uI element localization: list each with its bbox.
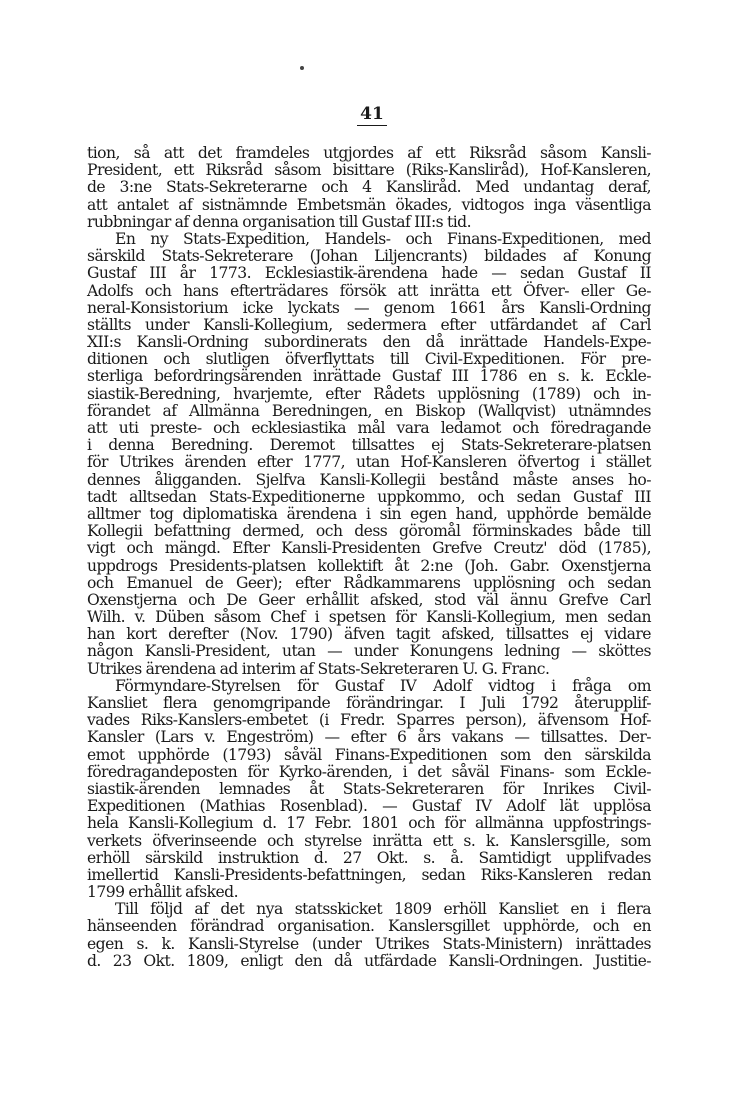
text-line: dennes åligganden. Sjelfva Kansli-Kollegii bestånd måste anses ho-	[87, 470, 651, 489]
text-line: siastik-Beredning, hvarjemte, efter Rådets upplösning (1789) och in-	[87, 384, 651, 403]
text-line: i denna Beredning. Deremot tillsattes ej Stats-Sekreterare-platsen	[87, 436, 651, 455]
text-line: ditionen och slutligen öfverflyttats till Civil-Expeditionen. För pre-	[87, 350, 651, 369]
text-line: siastik-ärenden lemnades åt Stats-Sekreteraren för Inrikes Civil-	[87, 779, 651, 798]
text-line: Kansler (Lars v. Engeström) — efter 6 års vakans — tillsattes. Der-	[87, 728, 651, 747]
text-line: för Utrikes ärenden efter 1777, utan Hof-Kansleren öfvertog i stället	[87, 453, 651, 472]
text-line: att uti preste- och ecklesiastika mål vara ledamot och föredragande	[87, 419, 651, 437]
text-line: de 3:ne Stats-Sekreterarne och 4 Kansliråd. Med undantag deraf,	[87, 178, 651, 197]
body-text	[87, 145, 651, 970]
text-line: d. 23 Okt. 1809, enligt den då utfärdade Kansli-Ordningen. Justitie-	[87, 951, 651, 970]
text-line: uppdrogs Presidents-platsen kollektift åt 2:ne (Joh. Gabr. Oxenstjerna	[87, 556, 651, 575]
text-line: Gustaf III år 1773. Ecklesiastik-ärendena hade — sedan Gustaf II	[87, 264, 651, 283]
text-line: han kort derefter (Nov. 1790) äfven tagit afsked, tillsattes ej vidare	[87, 625, 651, 644]
text-line: tion, så att det framdeles utgjordes af ett Riksråd såsom Kansli-	[87, 144, 651, 162]
text-line: någon Kansli-President, utan — under Konungens ledning — sköttes	[87, 642, 651, 661]
page-number-text: 41	[357, 104, 387, 126]
text-line: imellertid Kansli-Presidents-befattningen, sedan Riks-Kansleren redan	[87, 865, 651, 884]
text-line: neral-Konsistorium icke lyckats — genom 1661 års Kansli-Ordning	[87, 298, 651, 317]
paragraph-start-line: Förmyndare-Styrelsen för Gustaf IV Adolf vidtog i fråga om	[115, 676, 651, 695]
text-line: hänseenden förändrad organisation. Kanslersgillet upphörde, och en	[87, 917, 651, 936]
paragraph-start-line: Till följd af det nya statsskicket 1809 erhöll Kansliet en i flera	[115, 900, 651, 919]
text-line: Oxenstjerna och De Geer erhållit afsked, stod väl ännu Grefve Carl	[87, 590, 651, 609]
scan-speck	[300, 66, 304, 70]
text-line: verkets öfverinseende och styrelse inrätta ett s. k. Kanslersgille, som	[87, 831, 651, 850]
text-line: erhöll särskild instruktion d. 27 Okt. s. å. Samtidigt upplifvades	[87, 848, 651, 867]
text-line: alltmer tog diplomatiska ärendena i sin egen hand, upphörde bemälde	[87, 504, 651, 523]
text-line: vades Riks-Kanslers-embetet (i Fredr. Sparres person), äfvensom Hof-	[87, 711, 651, 730]
text-line: 1799 erhållit afsked.	[87, 883, 238, 902]
text-line: Utrikes ärendena ad interim af Stats-Sekreteraren U. G. Franc.	[87, 659, 550, 678]
paragraph-start-line: En ny Stats-Expedition, Handels- och Finans-Expeditionen, med	[115, 229, 651, 248]
text-line: att antalet af sistnämnde Embetsmän ökades, vidtogos inga väsentliga	[87, 195, 651, 214]
text-line: föredragandeposten för Kyrko-ärenden, i det såväl Finans- som Eckle-	[87, 762, 651, 781]
text-line: särskild Stats-Sekreterare (Johan Liljencrants) bildades af Konung	[87, 247, 651, 266]
text-line: XII:s Kansli-Ordning subordinerats den då inrättade Handels-Expe-	[87, 333, 651, 352]
text-line: Expeditionen (Mathias Rosenblad). — Gustaf IV Adolf lät upplösa	[87, 797, 651, 816]
text-line: Kollegii befattning dermed, och dess göromål förminskades både till	[87, 522, 651, 541]
text-line: hela Kansli-Kollegium d. 17 Febr. 1801 och för allmänna uppfostrings-	[87, 814, 651, 833]
text-line: vigt och mängd. Efter Kansli-Presidenten Grefve Creutz' död (1785),	[87, 539, 651, 558]
text-line: förandet af Allmänna Beredningen, en Biskop (Wallqvist) utnämndes	[87, 401, 651, 420]
text-line: rubbningar af denna organisation till Gustaf III:s tid.	[87, 212, 472, 231]
text-line: sterliga befordringsärenden inrättade Gustaf III 1786 en s. k. Eckle-	[87, 367, 651, 386]
text-line: Kansliet flera genomgripande förändringar. I Juli 1792 återupplif-	[87, 694, 651, 712]
text-line: President, ett Riksråd såsom bisittare (Riks-Kansliråd), Hof-Kansleren,	[87, 161, 651, 180]
text-line: egen s. k. Kansli-Styrelse (under Utrikes Stats-Ministern) inrättades	[87, 934, 651, 953]
text-line: och Emanuel de Geer); efter Rådkammarens upplösning och sedan	[87, 573, 651, 592]
text-line: ställts under Kansli-Kollegium, sedermera efter utfärdandet af Carl	[87, 315, 651, 334]
text-line: Wilh. v. Düben såsom Chef i spetsen för Kansli-Kollegium, men sedan	[87, 608, 651, 627]
text-line: tadt alltsedan Stats-Expeditionerne uppkommo, och sedan Gustaf III	[87, 487, 651, 506]
text-line: Adolfs och hans efterträdares försök att inrätta ett Öfver- eller Ge-	[87, 281, 651, 300]
page-number	[0, 104, 744, 126]
text-line: emot upphörde (1793) såväl Finans-Expeditionen som den särskilda	[87, 745, 651, 764]
